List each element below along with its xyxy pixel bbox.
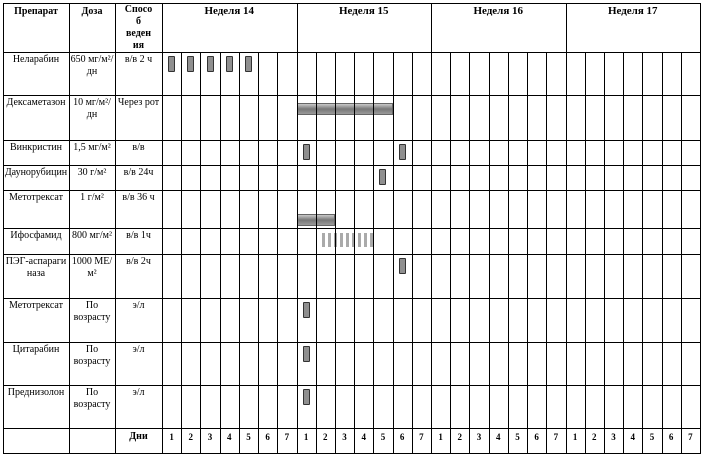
grid-line bbox=[623, 52, 624, 454]
schedule-mark bbox=[168, 56, 175, 72]
drug-dose: 1,5 мг/м² bbox=[73, 142, 111, 153]
grid-line bbox=[200, 52, 201, 454]
grid-line bbox=[115, 3, 116, 454]
drug-name: Даунорубицин bbox=[4, 167, 68, 178]
grid-line bbox=[3, 165, 701, 166]
day-number: 6 bbox=[668, 432, 674, 442]
grid-line bbox=[239, 52, 240, 454]
drug-route: в/в bbox=[132, 142, 145, 153]
drug-route: в/в 36 ч bbox=[122, 192, 155, 203]
grid-line bbox=[258, 52, 259, 454]
schedule-mark bbox=[303, 144, 310, 160]
drug-dose: По возрасту bbox=[73, 387, 111, 410]
schedule-mark bbox=[379, 169, 386, 185]
drug-route: Через рот bbox=[117, 97, 160, 108]
day-number: 7 bbox=[419, 432, 424, 442]
drug-route: в/в 24ч bbox=[123, 167, 154, 178]
drug-name: Метотрексат bbox=[9, 300, 63, 311]
grid-line bbox=[681, 52, 682, 454]
week-header-16: Неделя 16 bbox=[473, 5, 524, 17]
grid-line bbox=[393, 52, 394, 454]
header-route: Спосо б веден ия bbox=[124, 4, 153, 51]
grid-line bbox=[3, 254, 701, 255]
grid-line bbox=[181, 52, 182, 454]
day-number: 2 bbox=[188, 432, 194, 442]
drug-route: э/л bbox=[132, 387, 145, 398]
grid-line bbox=[3, 52, 701, 53]
grid-line bbox=[662, 52, 663, 454]
schedule-mark bbox=[303, 389, 310, 405]
drug-route: в/в 2 ч bbox=[124, 54, 153, 65]
drug-name: Метотрексат bbox=[9, 192, 63, 203]
day-number: 3 bbox=[342, 432, 347, 442]
grid-line bbox=[566, 3, 567, 454]
day-number: 4 bbox=[495, 432, 501, 442]
grid-line bbox=[412, 52, 413, 454]
grid-line bbox=[3, 428, 701, 429]
schedule-mark bbox=[245, 56, 252, 72]
grid-line bbox=[700, 3, 701, 454]
day-number: 6 bbox=[534, 432, 539, 442]
drug-dose: 800 мг/м² bbox=[71, 230, 113, 241]
grid-line bbox=[3, 95, 701, 96]
day-number: 5 bbox=[246, 432, 251, 442]
grid-line bbox=[335, 52, 336, 454]
drug-name: Неларабин bbox=[12, 54, 60, 65]
week-header-15: Неделя 15 bbox=[338, 5, 389, 17]
grid-line bbox=[3, 140, 701, 141]
day-number: 2 bbox=[592, 432, 597, 442]
drug-dose: 1 г/м² bbox=[80, 192, 104, 203]
day-number: 5 bbox=[380, 432, 386, 442]
grid-line bbox=[489, 52, 490, 454]
schedule-mark bbox=[297, 103, 393, 115]
day-number: 7 bbox=[553, 432, 559, 442]
day-number: 3 bbox=[476, 432, 482, 442]
drug-route: э/л bbox=[132, 300, 145, 311]
schedule-mark bbox=[187, 56, 194, 72]
grid-line bbox=[642, 52, 643, 454]
drug-dose: 30 г/м² bbox=[77, 167, 107, 178]
grid-line bbox=[3, 453, 701, 454]
day-number: 2 bbox=[323, 432, 328, 442]
day-number: 5 bbox=[649, 432, 655, 442]
week-header-14: Неделя 14 bbox=[204, 5, 255, 17]
drug-route: в/в 1ч bbox=[126, 230, 151, 241]
drug-route: в/в 2ч bbox=[126, 256, 151, 267]
drug-name: Дексаметазон bbox=[6, 97, 66, 108]
grid-line bbox=[604, 52, 605, 454]
drug-name: Цитарабин bbox=[12, 344, 60, 355]
day-number: 4 bbox=[226, 432, 232, 442]
grid-line bbox=[69, 3, 70, 454]
drug-name: Преднизолон bbox=[7, 387, 65, 398]
grid-line bbox=[162, 3, 163, 454]
grid-line bbox=[3, 3, 701, 4]
grid-line bbox=[450, 52, 451, 454]
grid-line bbox=[527, 52, 528, 454]
grid-line bbox=[220, 52, 221, 454]
day-number: 1 bbox=[169, 432, 174, 442]
drug-name: ПЭГ-аспарагиназа bbox=[5, 256, 67, 279]
day-number: 4 bbox=[361, 432, 366, 442]
drug-route: э/л bbox=[132, 344, 145, 355]
drug-dose: По возрасту bbox=[73, 344, 111, 367]
grid-line bbox=[316, 52, 317, 454]
grid-line bbox=[431, 3, 432, 454]
schedule-mark bbox=[399, 144, 406, 160]
grid-line bbox=[373, 52, 374, 454]
header-dose: Доза bbox=[81, 6, 103, 17]
grid-line bbox=[3, 385, 701, 386]
day-number: 2 bbox=[457, 432, 463, 442]
schedule-mark bbox=[207, 56, 214, 72]
day-number: 1 bbox=[438, 432, 443, 442]
day-number: 6 bbox=[399, 432, 405, 442]
schedule-mark bbox=[399, 258, 406, 274]
grid-line bbox=[585, 52, 586, 454]
grid-line bbox=[469, 52, 470, 454]
day-number: 3 bbox=[207, 432, 213, 442]
drug-dose: 10 мг/м²/ дн bbox=[73, 97, 111, 120]
grid-line bbox=[354, 52, 355, 454]
day-number: 5 bbox=[515, 432, 520, 442]
day-number: 1 bbox=[572, 432, 578, 442]
grid-line bbox=[3, 298, 701, 299]
schedule-mark bbox=[226, 56, 233, 72]
header-drug: Препарат bbox=[14, 6, 58, 17]
grid-line bbox=[3, 342, 701, 343]
day-number: 3 bbox=[611, 432, 616, 442]
drug-name: Винкристин bbox=[9, 142, 63, 153]
grid-line bbox=[508, 52, 509, 454]
grid-line bbox=[3, 3, 4, 454]
week-header-17: Неделя 17 bbox=[607, 5, 658, 17]
day-number: 7 bbox=[284, 432, 290, 442]
grid-line bbox=[297, 3, 298, 454]
days-label: Дни bbox=[129, 431, 148, 442]
drug-dose: 650 мг/м²/ дн bbox=[70, 54, 114, 77]
schedule-mark bbox=[322, 233, 374, 247]
drug-name: Ифосфамид bbox=[10, 230, 62, 241]
day-number: 1 bbox=[303, 432, 309, 442]
day-number: 7 bbox=[688, 432, 693, 442]
day-number: 6 bbox=[265, 432, 270, 442]
grid-line bbox=[277, 52, 278, 454]
schedule-mark bbox=[303, 302, 310, 318]
grid-line bbox=[546, 52, 547, 454]
drug-dose: 1000 МЕ/м² bbox=[71, 256, 113, 279]
grid-line bbox=[3, 190, 701, 191]
drug-dose: По возрасту bbox=[73, 300, 111, 323]
schedule-mark bbox=[303, 346, 310, 362]
grid-line bbox=[3, 228, 701, 229]
day-number: 4 bbox=[630, 432, 635, 442]
